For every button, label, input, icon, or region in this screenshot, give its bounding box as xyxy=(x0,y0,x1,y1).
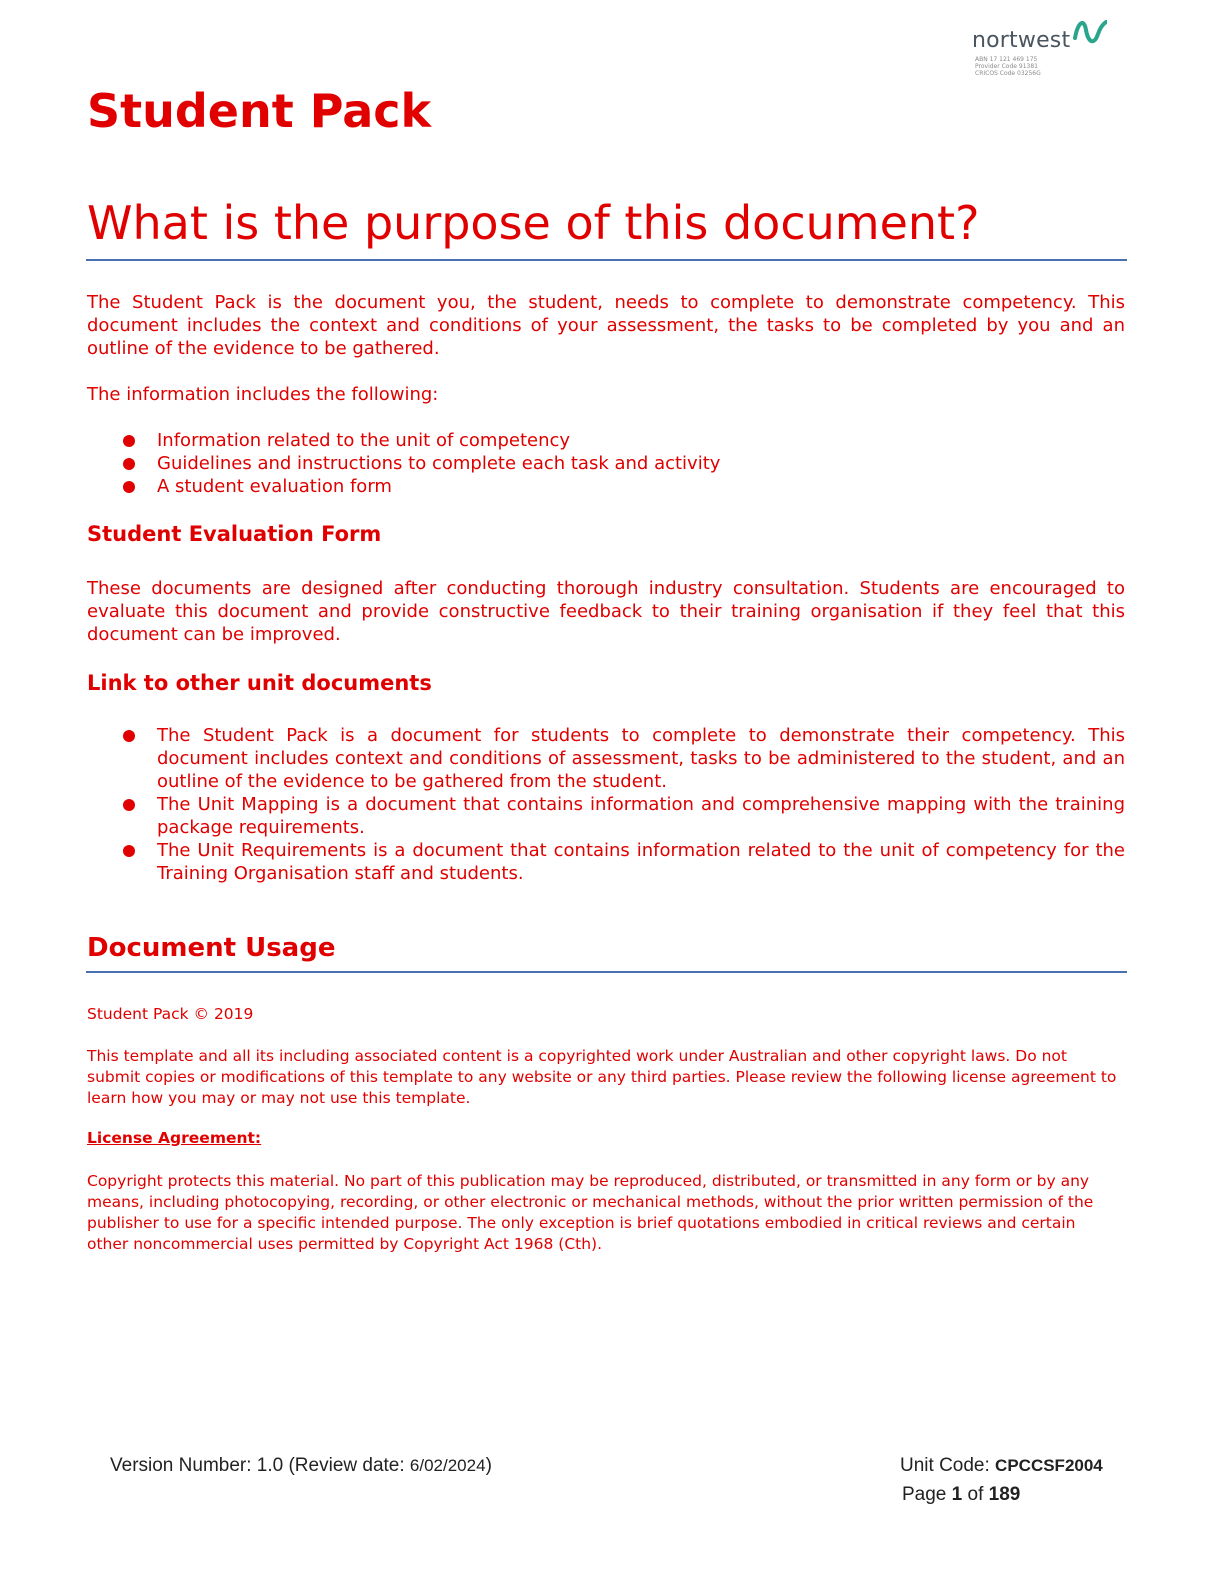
information-intro: The information includes the following: xyxy=(87,384,439,405)
bullet-icon xyxy=(123,481,135,493)
information-list xyxy=(87,429,1125,498)
list-item: Guidelines and instructions to complete each task and activity xyxy=(87,452,1125,475)
copyright-line: Student Pack © 2019 xyxy=(87,1005,254,1023)
list-item: The Unit Mapping is a document that contains information and comprehensive mapping with the training package requirements. xyxy=(87,793,1125,839)
usage-paragraph: This template and all its including associated content is a copyrighted work under Australian and other copyright laws. Do not submit copies or modifications of this template to any website or any third parties. Please review the following license agreement to learn how you may or may not use this template. xyxy=(87,1047,1117,1107)
evaluation-heading: Student Evaluation Form xyxy=(87,522,382,546)
footer-version: Version Number: 1.0 (Review date: 6/02/2024) xyxy=(110,1455,492,1476)
bullet-icon xyxy=(123,799,135,811)
list-item: The Unit Requirements is a document that contains information related to the unit of competency for the Training Organisation staff and students. xyxy=(87,839,1125,885)
list-item: Information related to the unit of competency xyxy=(87,429,1125,452)
logo-wave-icon xyxy=(1072,16,1107,52)
license-paragraph: Copyright protects this material. No part of this publication may be reproduced, distributed, or transmitted in any form or by any means, including photocopying, recording, or other electronic or mechanical methods, without the prior written permission of the publisher to use for a specific intended purpose. The only exception is brief quotations embodied in critical reviews and certain other noncommercial uses permitted by Copyright Act 1968 (Cth). xyxy=(87,1172,1094,1253)
bullet-icon xyxy=(123,435,135,447)
unit-code-value: CPCCSF2004 xyxy=(995,1456,1103,1475)
footer-unit-code: Unit Code: CPCCSF2004 xyxy=(900,1455,1103,1476)
license-agreement-label: License Agreement: xyxy=(87,1129,262,1147)
logo-provider-code: Provider Code 91381 xyxy=(975,63,1038,70)
links-heading: Link to other unit documents xyxy=(87,671,432,695)
heading-divider xyxy=(86,971,1127,973)
logo-cricos-code: CRICOS Code 03256G xyxy=(975,70,1041,77)
purpose-paragraph: The Student Pack is the document you, the student, needs to complete to demonstrate competency. This document includes the context and conditions of your assessment, the tasks to be completed by you and an outline of the evidence to be gathered. xyxy=(87,292,1125,359)
page-title: Student Pack xyxy=(87,84,432,138)
review-date: 6/02/2024 xyxy=(409,1456,486,1475)
nortwest-logo xyxy=(972,16,1107,82)
footer-page-number: Page 1 of 189 xyxy=(902,1484,1021,1505)
list-item: A student evaluation form xyxy=(87,475,1125,498)
usage-heading: Document Usage xyxy=(87,933,336,963)
evaluation-paragraph: These documents are designed after conducting thorough industry consultation. Students are encouraged to evaluate this document and provide constructive feedback to their training organisation if they feel that this document can be improved. xyxy=(87,578,1125,645)
list-item: The Student Pack is a document for students to complete to demonstrate their competency. This document includes context and conditions of assessment, tasks to be administered to the student, and an outline of the evidence to be gathered from the student. xyxy=(87,724,1125,793)
bullet-icon xyxy=(123,845,135,857)
bullet-icon xyxy=(123,730,135,742)
heading-divider xyxy=(86,259,1127,261)
unit-documents-list xyxy=(87,724,1125,885)
logo-brand-text: nortwest xyxy=(972,28,1071,53)
logo-abn: ABN 17 121 469 175 xyxy=(975,56,1038,63)
bullet-icon xyxy=(123,458,135,470)
purpose-heading: What is the purpose of this document? xyxy=(87,196,980,250)
